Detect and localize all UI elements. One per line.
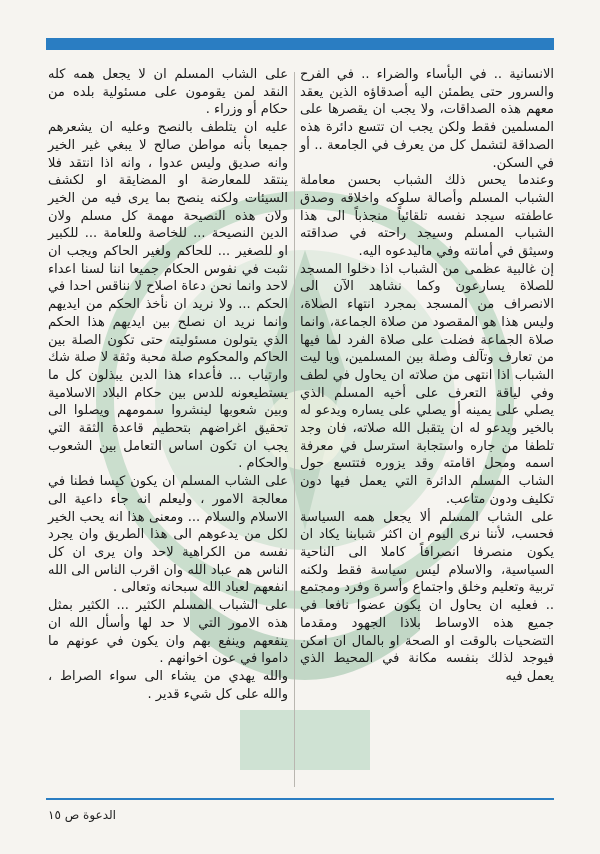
paragraph: على الشاب المسلم ان لا يجعل همه كله النقد لمن يقومون على مسئولية بلده من حكام أو وزراء . [48,67,288,118]
paragraph: على الشاب المسلم ان يكون كيسا فطنا في معالجة الامور ، وليعلم انه جاء داعية الى الاسلام والسلام ... ومعنى هذا انه يحب الخير لكل من يدعوهم الى هذا الطريق وان يجرد نفسه من الكراهية لاحد وان يرى ان كل الناس هم عباد الله وان اقرب الناس الى الله انفعهم لعباد الله سبحانه وتعالى . [48,474,288,596]
column-divider [294,72,295,787]
paragraph: إن غالبية عظمى من الشباب اذا دخلوا المسجد للصلاة يسارعون وكما نشاهد الآن الى الانصراف من المسجد بمجرد انتهاء الصلاة، وليس هذا هو المقصود من صلاة الجماعة، وانما صلاة الجماعة فضلت على صلاة الفرد لما فيها من تعارف وتآلف وصلة بين المسلمين، ويا ليت الشباب اذا انتهى من صلاته ان يحاول في لطف وفي لياقة التعرف على أخيه المسلم الذي يصلي على يمينه أو يصلي على يساره ويدعو له بالخير ويدعو له ان يتقبل الله صلاته، فان وجد تلطفا من جاره واستجابة استرسل في معرفة اسمه ومحل اقامته وقد يزوره فتتسع حول الشاب المسلم الدائرة التي يعمل فيها دون تكليف ودون متاعب. [300,261,554,507]
top-blue-rule [46,38,554,50]
page-number: ص ١٥ [48,808,80,822]
paragraph: على الشاب المسلم ألا يجعل همه السياسة فحسب، لأننا نرى اليوم ان اكثر شبابنا يكاد ان يكون منصرفا انصرافاً كاملا الى الناحية السياسية، والاسلام ليس سياسة فقط ولكنه تربية وتعليم وخلق واجتماع وأسرة وفرد ومجتمع .. فعليه ان يحاول ان يكون عضوا نافعا في جميع هذه الاوساط بلاذا الجهود ومقدما التضحيات بالوقت او الصحة او بالمال ان امكن فيوجد لذلك بنفسه مكانة في المحيط الذي يعمل فيه [300,509,554,684]
text-column-right [300,66,554,686]
paragraph: وعندما يحس ذلك الشباب بحسن معاملة الشباب المسلم وأصالة سلوكه واخلاقه وصدق عاطفته سيجد نفسه تلقائياً منجذباً الى هذا الشباب المسلم وسيجد راحته في صداقته وسيثق في أمانته وفي ماليدعوه اليه. [300,173,554,260]
text-column-left [48,66,288,703]
paragraph: عليه ان يتلطف بالنصح وعليه ان يشعرهم جميعا بأنه مواطن صالح لا يبغي غير الخير وانه صديق وليس عدوا ، وانه اذا انتقد فلا ينتقد للمعارضة او المضايقة او لكشف السيئات ولكنه ينصح بما يرى فيه من الخير ولان هذه النصيحة مهمة كل مسلم ولان الدين النصيحة ... للخاصة وللعامة ... للكبير او للصغير ... للحاكم ولغير الحاكم ويجب ان نثبت في نفوس الحكام جميعا اننا لسنا اعداء لاحد وانما نحن دعاة اصلاح لا نناقس احدا في الحكم ... ولا نريد ان نأخذ الحكم من ايديهم وانما نريد ان نصلح بين ايديهم هذا الحكم الذي يتولون مسئوليته حتى تكون الصلة بين الحاكم والمحكوم صلة محبة وثقة لا صلة شك وارتياب ... فأعداء هذا الدين يبذلون كل ما يستطيعونه للدس بين حكام البلاد الاسلامية وبين شعوبها لينشروا سمومهم ويصلوا الى تحقيق اغراضهم بتحطيم قاعدة الثقة التي يجب ان تكون اساس التعامل بين الشعوب والحكام . [48,120,288,472]
bottom-blue-rule [46,798,554,800]
magazine-name: الدعوة [83,808,116,822]
paragraph: على الشباب المسلم الكثير ... الكثير بمثل هذه الامور التي لا حد لها وأسأل الله ان ينفعهم وينفع بهم وان يكون في عونهم ما داموا في عون اخوانهم . [48,598,288,667]
paragraph: الانسانية .. في البأساء والضراء .. في الفرح والسرور حتى يطمئن اليه أصدقاؤه الذين يعقد معهم هذه الصداقات، ولا يجب ان يقصرها على المسلمين فقط ولكن يجب ان تتسع دائرة هذه الصداقة لتشمل كل من يعرف في الجامعة .. أو في السكن. [300,67,554,171]
paragraph: والله يهدي من يشاء الى سواء الصراط ، والله على كل شيء قدير . [48,668,288,702]
page-footer [48,808,116,822]
